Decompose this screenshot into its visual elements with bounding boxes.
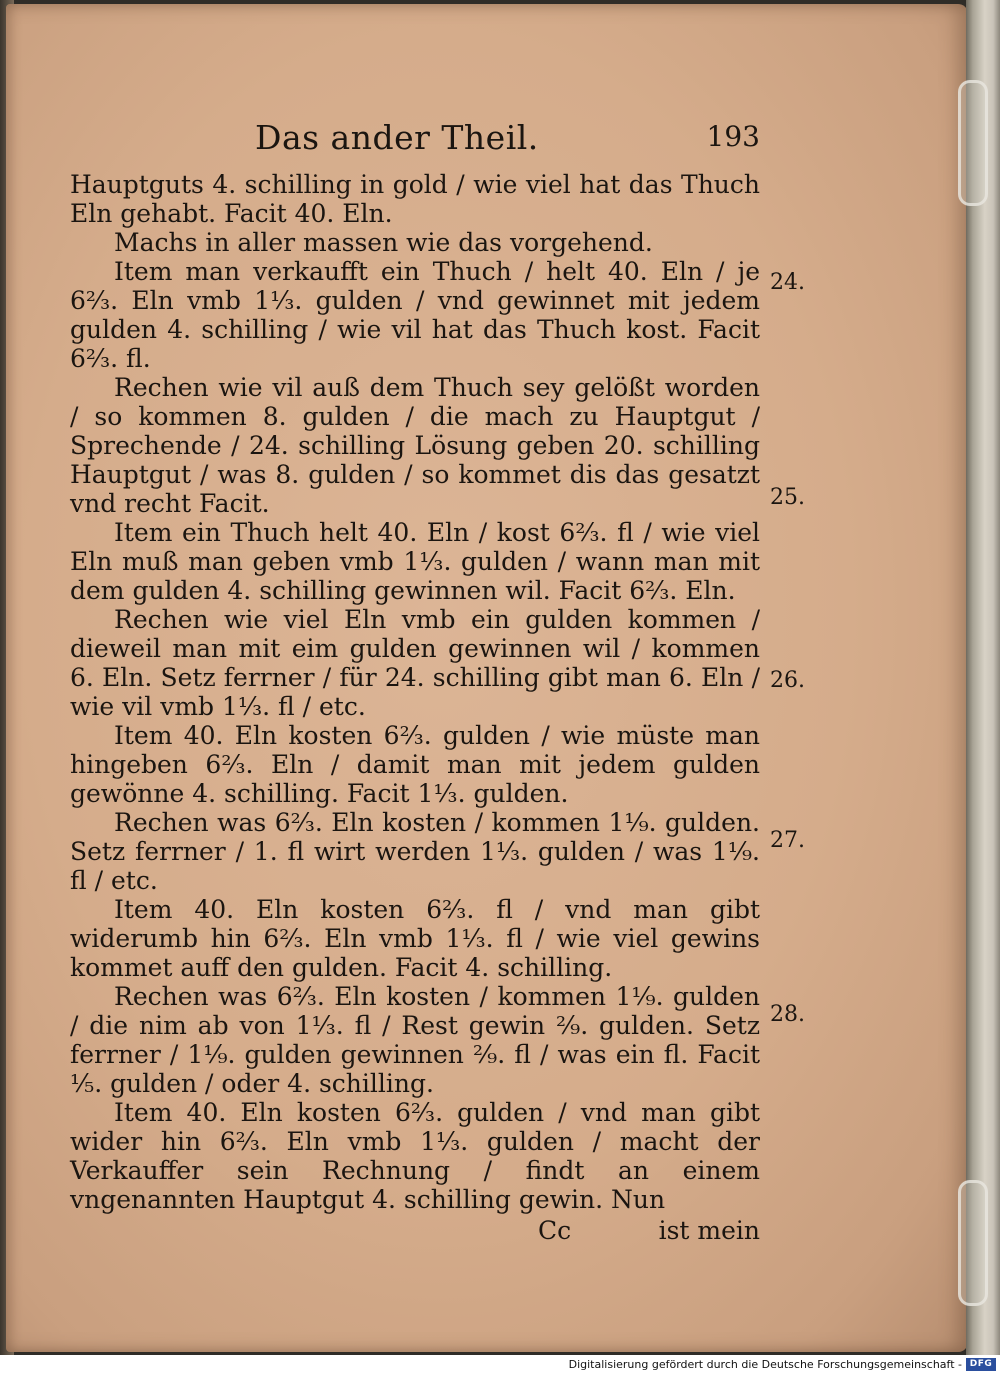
paragraph: Item man verkaufft ein Thuch / helt 40. Eln / je 6²⁄₃. Eln vmb 1¹⁄₃. gulden / vnd gewinnet mit jedem gulden 4. schilling / wie vil hat das Thuch kost. Facit 6²⁄₃. fl. xyxy=(70,257,760,373)
paragraph: Rechen wie vil auß dem Thuch sey gelößt worden / so kommen 8. gulden / die mach zu Hauptgut / Sprechende / 24. schilling Lösung geben 20. schilling Hauptgut / was 8. gulden / so kommet dis das gesatzt vnd recht Facit. xyxy=(70,373,760,518)
paragraph: Rechen was 6²⁄₃. Eln kosten / kommen 1¹⁄₉. gulden. Setz ferrner / 1. fl wirt werden 1¹⁄₃. gulden / was 1¹⁄₉. fl / etc. xyxy=(70,808,760,895)
paragraph: Item 40. Eln kosten 6²⁄₃. gulden / wie müste man hingeben 6²⁄₃. Eln / damit man mit jedem gulden gewönne 4. schilling. Facit 1¹⁄₃. gulden. xyxy=(70,721,760,808)
funding-credit: Digitalisierung gefördert durch die Deutsche Forschungsgemeinschaft - xyxy=(568,1358,962,1371)
dfg-logo: DFG xyxy=(966,1358,996,1371)
margin-number: 24. xyxy=(770,270,805,295)
running-title: Das ander Theil. xyxy=(255,118,539,157)
paragraph: Item ein Thuch helt 40. Eln / kost 6²⁄₃. fl / wie viel Eln muß man geben vmb 1¹⁄₃. gulden / wann man mit dem gulden 4. schilling gewinnen wil. Facit 6²⁄₃. Eln. xyxy=(70,518,760,605)
page-clip-bottom xyxy=(958,1180,988,1306)
running-header xyxy=(255,118,760,170)
paragraph: Item 40. Eln kosten 6²⁄₃. gulden / vnd man gibt wider hin 6²⁄₃. Eln vmb 1¹⁄₃. gulden / macht der Verkauffer sein Rechnung / findt an einem vngenannten Hauptgut 4. schilling gewin. Nun xyxy=(70,1098,760,1214)
margin-number: 26. xyxy=(770,668,805,693)
catchword-line xyxy=(70,1216,760,1246)
margin-number: 27. xyxy=(770,828,805,853)
paragraph: Rechen was 6²⁄₃. Eln kosten / kommen 1¹⁄₉. gulden / die nim ab von 1¹⁄₃. fl / Rest gewin ²⁄₉. gulden. Setz ferrner / 1¹⁄₉. gulden gewinnen ²⁄₉. fl / was ein fl. Facit ¹⁄₅. gulden / oder 4. schilling. xyxy=(70,982,760,1098)
paragraph: Machs in aller massen wie das vorgehend. xyxy=(114,228,653,257)
text-block xyxy=(70,118,760,1246)
signature-mark: Cc xyxy=(538,1216,572,1245)
margin-number: 25. xyxy=(770,485,805,510)
paragraph: Hauptguts 4. schilling in gold / wie viel hat das Thuch Eln gehabt. Facit 40. Eln. xyxy=(70,170,760,228)
footer-bar xyxy=(0,1355,1000,1375)
paragraph: Rechen wie viel Eln vmb ein gulden kommen / dieweil man mit eim gulden gewinnen wil / kommen 6. Eln. Setz ferrner / für 24. schilling gibt man 6. Eln / wie vil vmb 1¹⁄₃. fl / etc. xyxy=(70,605,760,721)
page-number: 193 xyxy=(706,120,760,153)
catchword: ist mein xyxy=(658,1216,760,1245)
page-clip-top xyxy=(958,80,988,206)
paragraph: Item 40. Eln kosten 6²⁄₃. fl / vnd man gibt widerumb hin 6²⁄₃. Eln vmb 1¹⁄₃. fl / wie viel gewins kommet auff den gulden. Facit 4. schilling. xyxy=(70,895,760,982)
margin-number: 28. xyxy=(770,1002,805,1027)
